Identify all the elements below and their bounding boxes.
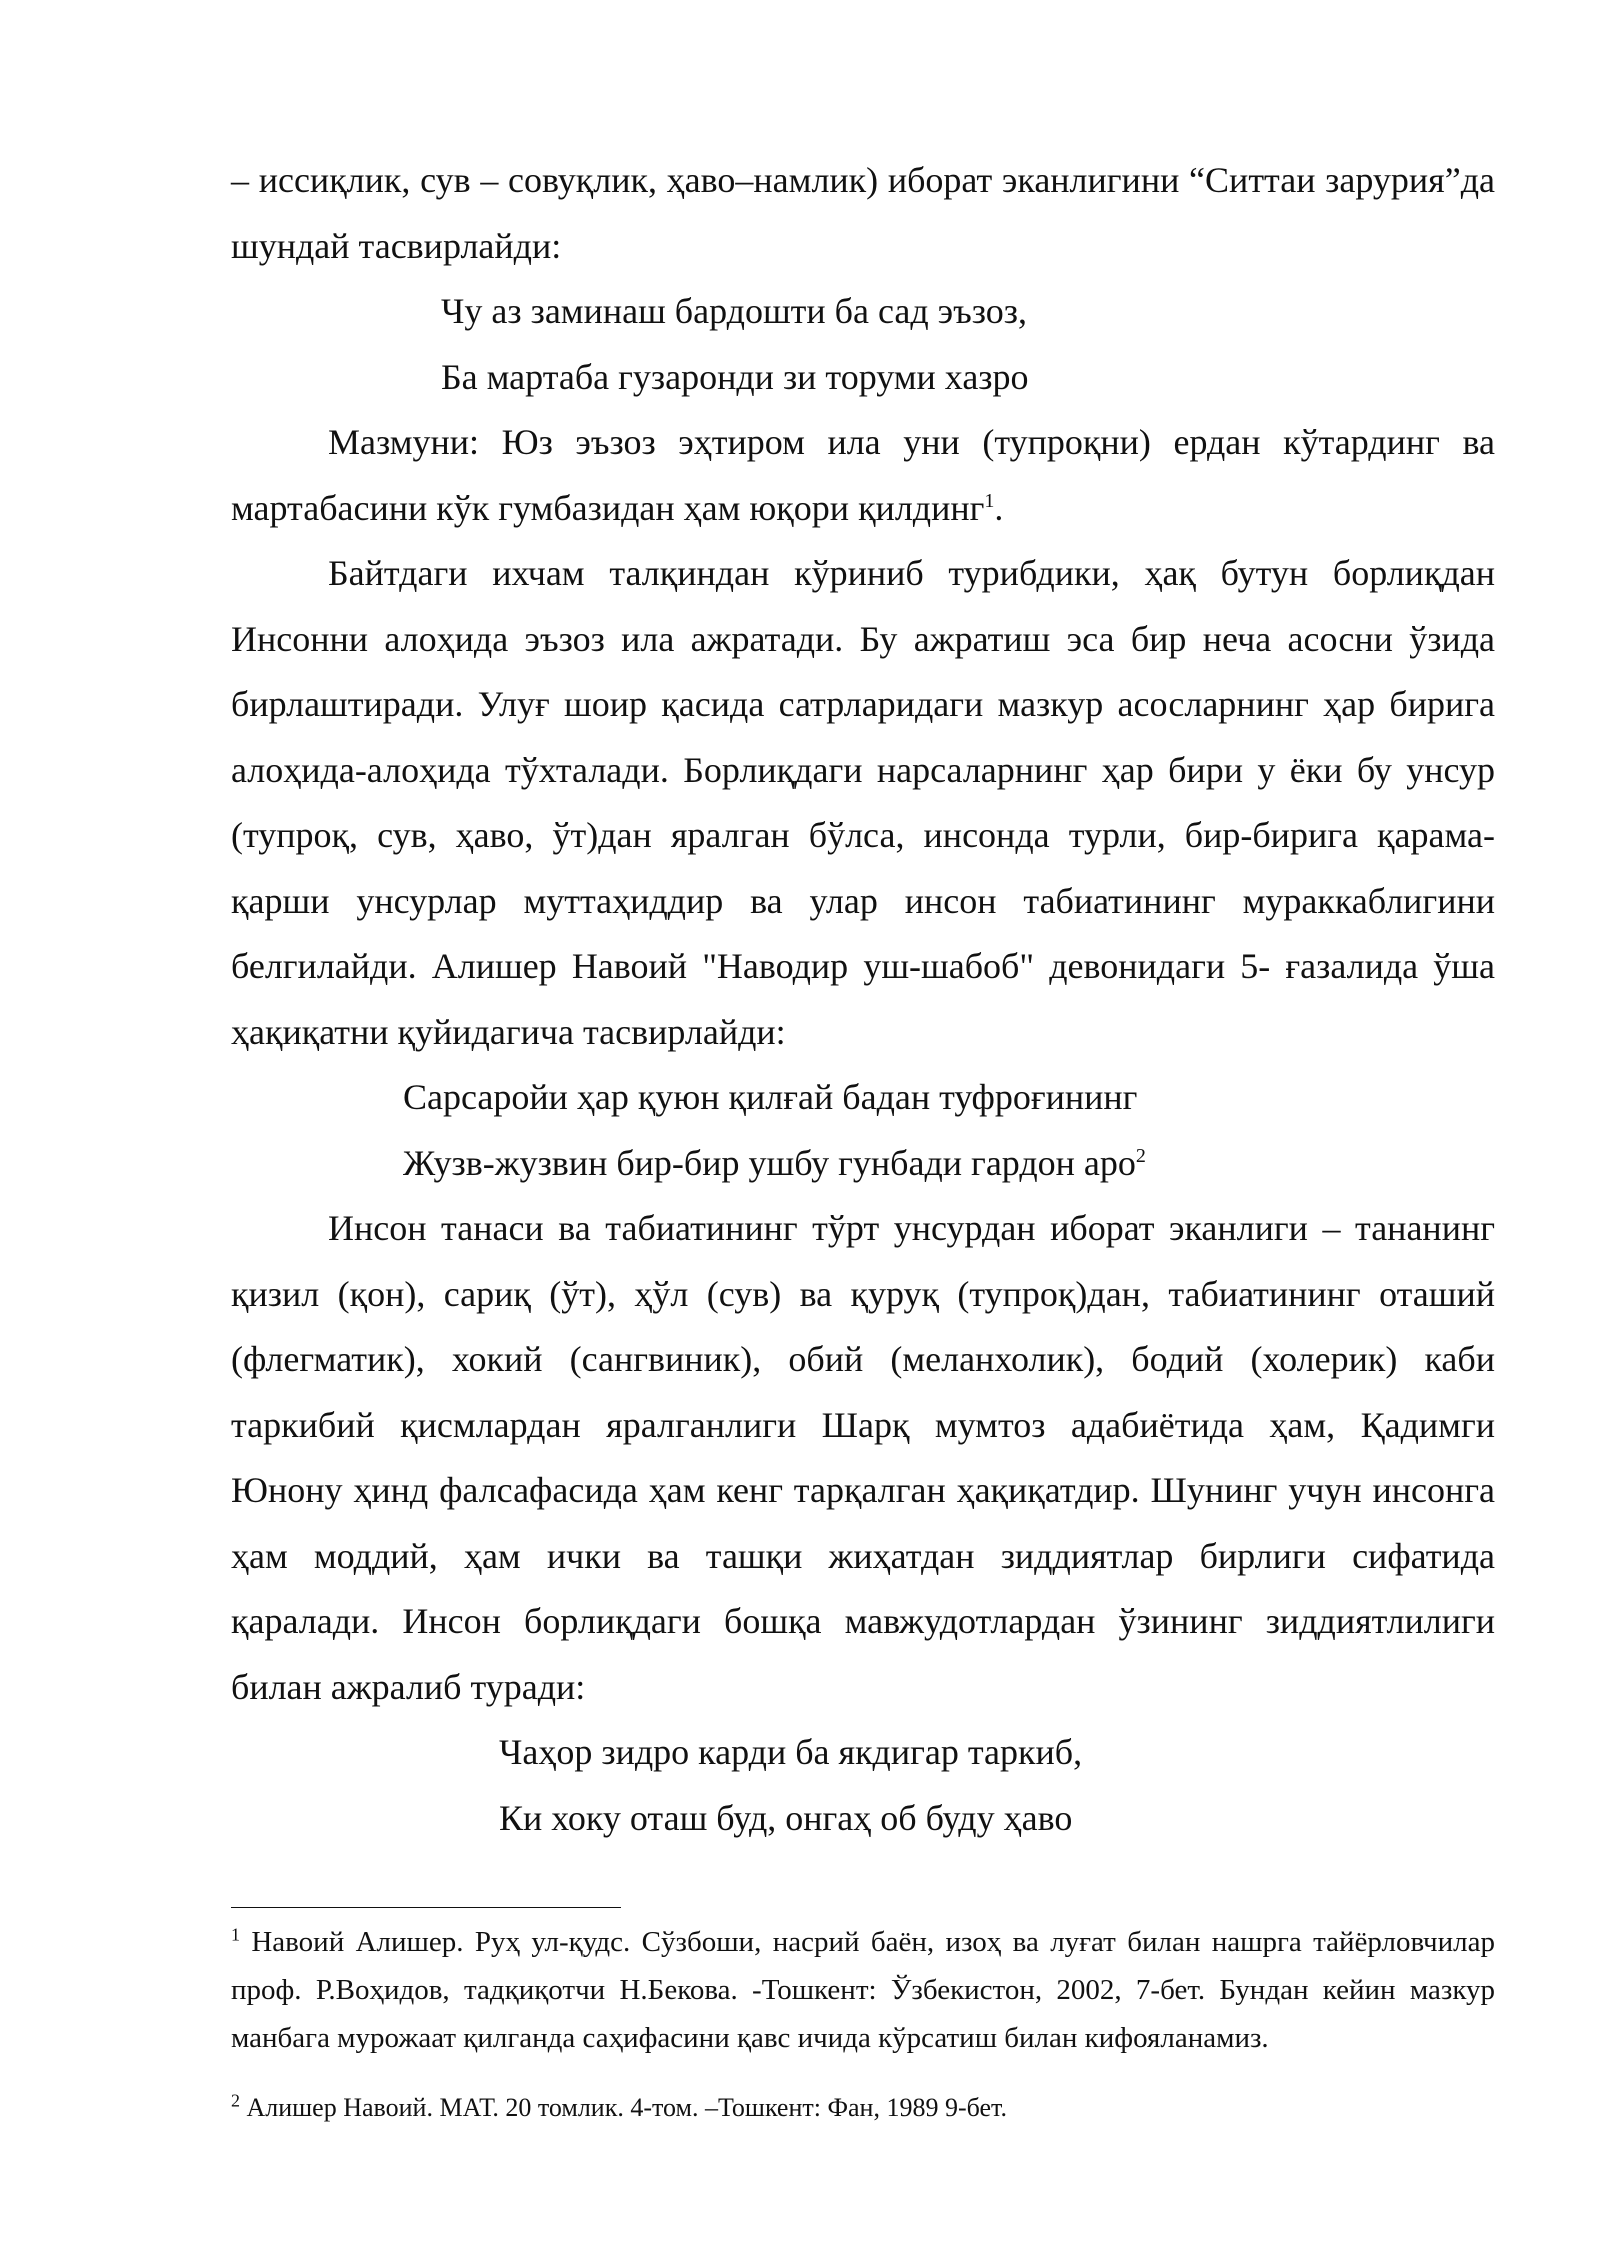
paragraph-text: Инсон танаси ва табиатининг тўрт унсурдан иборат эканлиги – тананинг қизил (қон), сариқ (ўт), ҳўл (сув) ва қуруқ (тупроқ)дан, табиатининг оташий (флегматик), хокий (сангвиник), обий (меланхолик), бодий (холерик) каби таркибий қисмлардан яралганлиги Шарқ мумтоз адабиётида ҳам, Қадимги Юнону ҳинд фалсафасида ҳам кенг тарқалган ҳақиқатдир. Шунинг учун инсонга ҳам моддий, ҳам ички ва ташқи жиҳатдан зиддиятлар бирлиги сифатида қаралади. Инсон борлиқдаги бошқа мавжудотлардан ўзининг зиддиятлилиги билан ажралиб туради: (231, 1208, 1495, 1707)
footnote-text: Алишер Навоий. МАТ. 20 томлик. 4-том. –Тошкент: Фан, 1989 9-бет. (240, 2093, 1007, 2122)
verse-line: Чу аз заминаш бардошти ба сад эъзоз, (441, 291, 1027, 331)
paragraph-text: – иссиқлик, сув – совуқлик, ҳаво–намлик) иборат эканлигини “Ситтаи зарурия”да шундай тасвирлайди: (231, 160, 1495, 266)
footnote-text: Навоий Алишер. Руҳ ул-қудс. Сўзбоши, насрий баён, изоҳ ва луғат билан нашрга тайёрловчилар проф. Р.Воҳидов, тадқиқотчи Н.Бекова. -Тошкент: Ўзбекистон, 2002, 7-бет. Бундан кейин мазкур манбага мурожаат қилганда саҳифасини қавс ичида кўрсатиш билан кифояланамиз. (231, 1926, 1495, 2054)
footnote (231, 2084, 1495, 2132)
footnote (231, 1918, 1495, 2062)
footnotes (231, 1918, 1495, 2132)
verse-line-text: Жузв-жузвин бир-бир ушбу гунбади гардон аро (403, 1142, 1136, 1183)
paragraph-end: . (994, 487, 1004, 528)
footnote-ref[interactable]: 2 (1135, 1144, 1146, 1167)
footnote-mark: 1 (231, 1924, 240, 1945)
main-text (231, 148, 1495, 1851)
verse-line: Чаҳор зидро карди ба якдигар таркиб, (499, 1732, 1083, 1772)
verse-block (231, 1720, 1495, 1851)
paragraph-text: Байтдаги ихчам талқиндан кўриниб турибдики, ҳақ бутун борлиқдан Инсонни алоҳида эъзоз ила ажратади. Бу ажратиш эса бир неча асосни ўзида бирлаштиради. Улуғ шоир қасида сатрларидаги мазкур асосларнинг ҳар бирига алоҳида-алоҳида тўхталади. Борлиқдаги нарсаларнинг ҳар бири у ёки бу унсур (тупроқ, сув, ҳаво, ўт)дан яралган бўлса, инсонда турли, бир-бирига қарама-қарши унсурлар муттаҳиддир ва улар инсон табиатининг мураккаблигини белгилайди. Алишер Навоий "Наводир уш-шабоб" девонидаги 5- ғазалида ўша ҳақиқатни қуйидагича тасвирлайди: (231, 553, 1495, 1052)
verse-line: Ки хоку оташ буд, онгаҳ об буду ҳаво (499, 1797, 1073, 1838)
paragraph-meaning (231, 410, 1495, 541)
paragraph-text: Мазмуни: Юз эъзоз эҳтиром ила уни (тупроқни) ердан кўтардинг ва мартабасини кўк гумбазидан ҳам юқори қилдинг (231, 422, 1495, 528)
verse-line (231, 1131, 1495, 1197)
verse-line: Сарсаройи ҳар қуюн қилғай бадан туфроғининг (403, 1077, 1138, 1117)
verse-block (231, 279, 1495, 410)
footnote-separator (231, 1907, 621, 1908)
verse-line: Ба мартаба гузаронди зи торуми хазро (441, 356, 1029, 397)
verse-block (231, 1065, 1495, 1196)
footnote-mark: 2 (231, 2090, 240, 2111)
footnote-ref[interactable]: 1 (984, 489, 995, 512)
paragraph-intro (231, 148, 1495, 279)
paragraph-body (231, 1196, 1495, 1720)
paragraph-body (231, 541, 1495, 1065)
